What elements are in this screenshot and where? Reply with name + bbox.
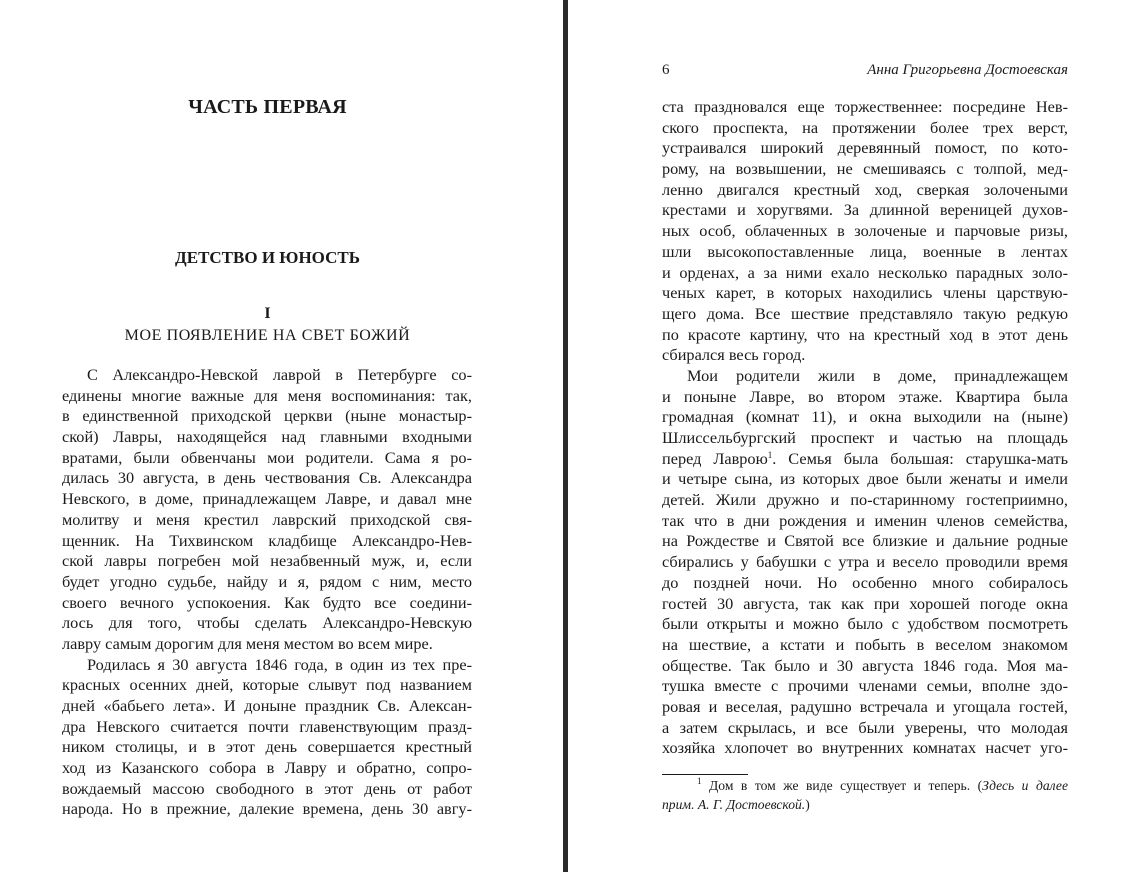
text-line: дилась 30 августа, в день чествования Св. Александра [62,468,472,488]
text-line: лавру самым дорогим для меня местом во всем мире. [62,633,433,653]
text-line: вождаемый массою свободного в этот день от работ [62,778,472,798]
part-title: ЧАСТЬ ПЕРВАЯ [188,96,347,118]
text-line: ровая и веселая, радушно встречала и угощала гостей, [662,696,1068,716]
text-line: вратами, были обвенчаны мои родители. Сама я ро- [62,447,472,467]
text-line: С Александро-Невской лаврой в Петербурге со- [87,365,472,384]
text-line: и поныне Лавре, во втором этаже. Квартира была [662,386,1068,406]
text-line: ленно двигался крестный ход, сверкая золочеными [662,179,1068,199]
text-line: обществе. Так было и 30 августа 1846 года. Моя ма- [662,655,1068,675]
footnote-line [662,776,1068,795]
page-number: 6 [662,62,670,78]
text-line: Родилась я 30 августа 1846 года, в один из тех пре- [87,654,472,674]
text-line: щего дома. Все шествие представляло такую редкую [662,303,1068,323]
footnote-reference: 1 [767,449,773,460]
text-line: рому, на возвышении, не смешиваясь с толпой, мед- [662,159,1068,179]
section-title: ДЕТСТВО И ЮНОСТЬ [175,248,360,267]
chapter-title: МОЕ ПОЯВЛЕНИЕ НА СВЕТ БОЖИЙ [124,327,411,344]
right-body-text [662,97,1068,759]
text-line: своего вечного успокоения. Как будто все соедини- [62,592,472,612]
text-line: хозяйка хлопочет во внутренних комнатах насчет уго- [662,738,1068,758]
text-line: ской) Лавры, находящейся над главными входными [62,427,472,447]
text-line: Мои родители жили в доме, принадлежащем [687,365,1068,385]
text-line: сбирались у бабушки с утра и весело проводили время [662,552,1068,572]
text-line: ченых карет, в которых находились члены царствую- [662,283,1068,303]
text-line: крестами и хоругвями. За длинной вереницей духов- [662,200,1068,220]
text-segment: перед Лаврою [662,448,768,468]
running-head-author: Анна Григорьевна Достоевская [867,62,1068,78]
text-line: на Рождестве и Святой все близкие и дальние родные [662,531,1068,551]
footnote-close: ) [805,797,810,812]
footnote-line [662,795,1068,814]
left-page [0,0,563,872]
book-gutter [563,0,568,872]
text-line: Шлиссельбургский проспект и частью на площадь [662,428,1068,447]
text-line: лось для того, чтобы сделать Александро-Невскую [62,613,472,633]
text-line: молитву и меня крестил лаврский приходской свя- [62,509,472,529]
text-line: тушка вместе с прочими членами семьи, вполне здо- [662,676,1068,696]
text-line: дней «бабьего лета». И доныне праздник Св. Алексан- [62,696,472,715]
text-line: народа. Но в прежние, далекие времена, день 30 авгу- [62,799,472,819]
text-line: и орденах, а за ними ехало несколько парадных золо- [662,262,1068,282]
text-line: красных осенних дней, которые слывут под названием [62,675,472,695]
text-line: ход из Казанского собора в Лавру и обратно, сопро- [62,758,472,778]
text-line [662,449,1068,470]
text-line: ской лавры погребен мой незабвенный муж, и, если [62,551,472,571]
footnote [662,776,1068,814]
footnote-marker: 1 [697,776,702,786]
text-line: единены многие важные для меня воспоминания: так, [62,385,472,405]
text-line: громадная (комнат 11), и окна выходили на (ныне) [662,407,1068,427]
text-line: на шествие, а кстати и побыть в веселом знакомом [662,634,1068,654]
text-line: шли высокопоставленные лица, военные в лентах [662,241,1068,261]
text-line: были открыты и можно было с удобством посмотреть [662,614,1068,634]
text-line: ных особ, облаченных в золоченые и парчовые ризы, [662,221,1068,241]
footnote-text: Дом в том же виде существует и теперь. ( [709,778,983,793]
text-line: так что в дни рождения и именин членов семейства, [662,510,1068,530]
text-line: гостей 30 августа, так как при хорошей погоде окна [662,593,1068,613]
text-line: щенник. На Тихвинском кладбище Александро-Нев- [62,530,472,550]
text-line: а затем скрылась, и все были уверены, что молодая [662,717,1068,737]
text-line: ником столицы, и в этот день совершается крестный [62,737,472,757]
left-body-text [62,365,472,820]
footnote-divider [662,774,748,775]
text-line: дра Невского считается почти главенствующим празд- [62,716,472,736]
text-line: в единственной приходской церкви (ныне монастыр- [62,406,472,426]
text-line: ского проспекта, на протяжении более трех верст, [662,117,1068,137]
text-line: по красоте картину, что на крестный ход в этот день [662,324,1068,344]
footnote-italic: прим. А. Г. Достоевской. [662,797,806,812]
text-line: и четыре сына, из которых двое были женаты и имели [662,469,1068,489]
text-line: до поздней ночи. Но особенно много собиралось [662,572,1068,592]
text-line: ста праздновался еще торжественнее: посредине Нев- [662,97,1068,116]
text-segment: . Семья была большая: старушка-мать [772,448,1068,468]
footnote-italic: Здесь и далее [982,778,1068,793]
text-line: будет угодно судьбе, найду и я, рядом с ним, место [62,571,472,591]
text-line: Невского, в доме, принадлежащем Лавре, и давал мне [62,489,472,509]
text-line: устраивался широкий деревянный помост, по кото- [662,138,1068,158]
text-line: детей. Жили дружно и по-старинному гостеприимно, [662,490,1068,510]
chapter-number: I [264,305,271,322]
text-line: сбирался весь город. [662,345,806,365]
